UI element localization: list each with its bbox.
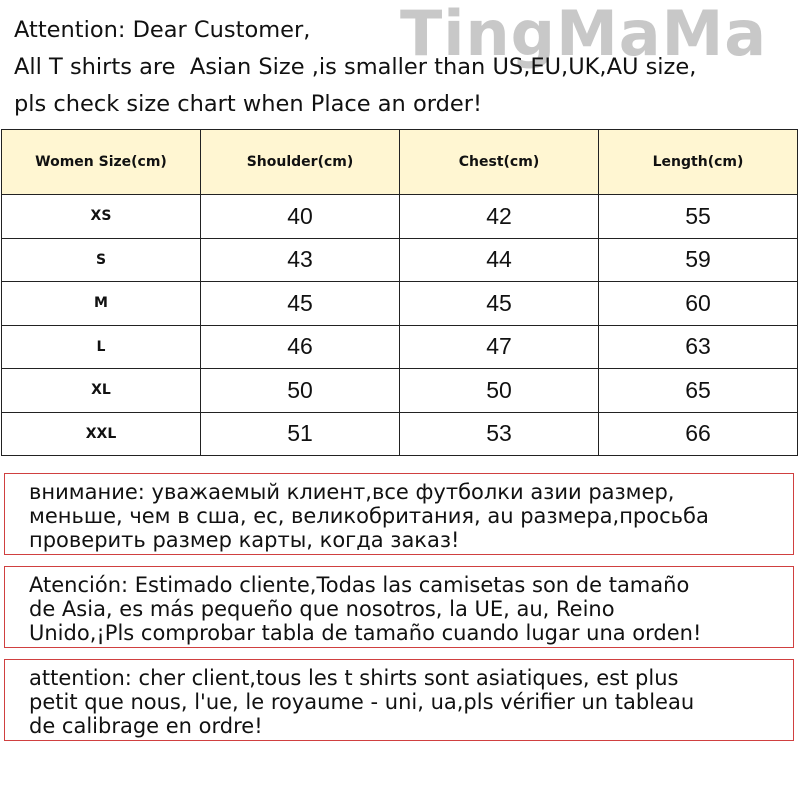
- length-value: 65: [599, 369, 798, 413]
- notice-spanish: [4, 566, 794, 648]
- table-row: [2, 282, 798, 326]
- size-label: XXL: [2, 412, 201, 456]
- notice-russian-line-3: проверить размер карты, когда заказ!: [29, 528, 460, 552]
- notice-french-line-3: de calibrage en ordre!: [29, 714, 263, 738]
- notice-russian: [4, 473, 794, 555]
- chest-value: 44: [400, 238, 599, 282]
- size-label: XS: [2, 195, 201, 239]
- shoulder-value: 45: [201, 282, 400, 326]
- length-value: 60: [599, 282, 798, 326]
- header-shoulder: Shoulder(cm): [201, 130, 400, 195]
- table-row: [2, 238, 798, 282]
- size-chart-table: [1, 129, 798, 456]
- intro-notice: [14, 12, 714, 123]
- length-value: 59: [599, 238, 798, 282]
- header-chest: Chest(cm): [400, 130, 599, 195]
- length-value: 66: [599, 412, 798, 456]
- table-row: [2, 325, 798, 369]
- header-women-size: Women Size(cm): [2, 130, 201, 195]
- length-value: 63: [599, 325, 798, 369]
- shoulder-value: 40: [201, 195, 400, 239]
- chest-value: 42: [400, 195, 599, 239]
- table-row: [2, 195, 798, 239]
- notice-russian-line-1: внимание: уважаемый клиент,все футболки азии размер,: [29, 480, 675, 504]
- shoulder-value: 46: [201, 325, 400, 369]
- chest-value: 53: [400, 412, 599, 456]
- notice-spanish-line-2: de Asia, es más pequeño que nosotros, la UE, au, Reino: [29, 597, 615, 621]
- size-label: L: [2, 325, 201, 369]
- notice-french-line-2: petit que nous, l'ue, le royaume - uni, ua,pls vérifier un tableau: [29, 690, 695, 714]
- size-label: M: [2, 282, 201, 326]
- table-header-row: [2, 130, 798, 195]
- notice-spanish-line-3: Unido,¡Pls comprobar tabla de tamaño cuando lugar una orden!: [29, 621, 702, 645]
- notice-russian-line-2: меньше, чем в сша, ес, великобритания, au размера,просьба: [29, 504, 709, 528]
- intro-line-3: pls check size chart when Place an order!: [14, 91, 482, 117]
- chest-value: 47: [400, 325, 599, 369]
- size-label: XL: [2, 369, 201, 413]
- length-value: 55: [599, 195, 798, 239]
- notice-french: [4, 659, 794, 741]
- notice-spanish-line-1: Atención: Estimado cliente,Todas las camisetas son de tamaño: [29, 573, 690, 597]
- table-row: [2, 369, 798, 413]
- chest-value: 50: [400, 369, 599, 413]
- table-row: [2, 412, 798, 456]
- chest-value: 45: [400, 282, 599, 326]
- notice-french-line-1: attention: cher client,tous les t shirts sont asiatiques, est plus: [29, 666, 679, 690]
- intro-line-1: Attention: Dear Customer,: [14, 17, 311, 43]
- intro-line-2: All T shirts are Asian Size ,is smaller than US,EU,UK,AU size,: [14, 54, 697, 80]
- brand-watermark: TingMaMa: [400, 0, 768, 70]
- shoulder-value: 51: [201, 412, 400, 456]
- shoulder-value: 50: [201, 369, 400, 413]
- size-label: S: [2, 238, 201, 282]
- header-length: Length(cm): [599, 130, 798, 195]
- shoulder-value: 43: [201, 238, 400, 282]
